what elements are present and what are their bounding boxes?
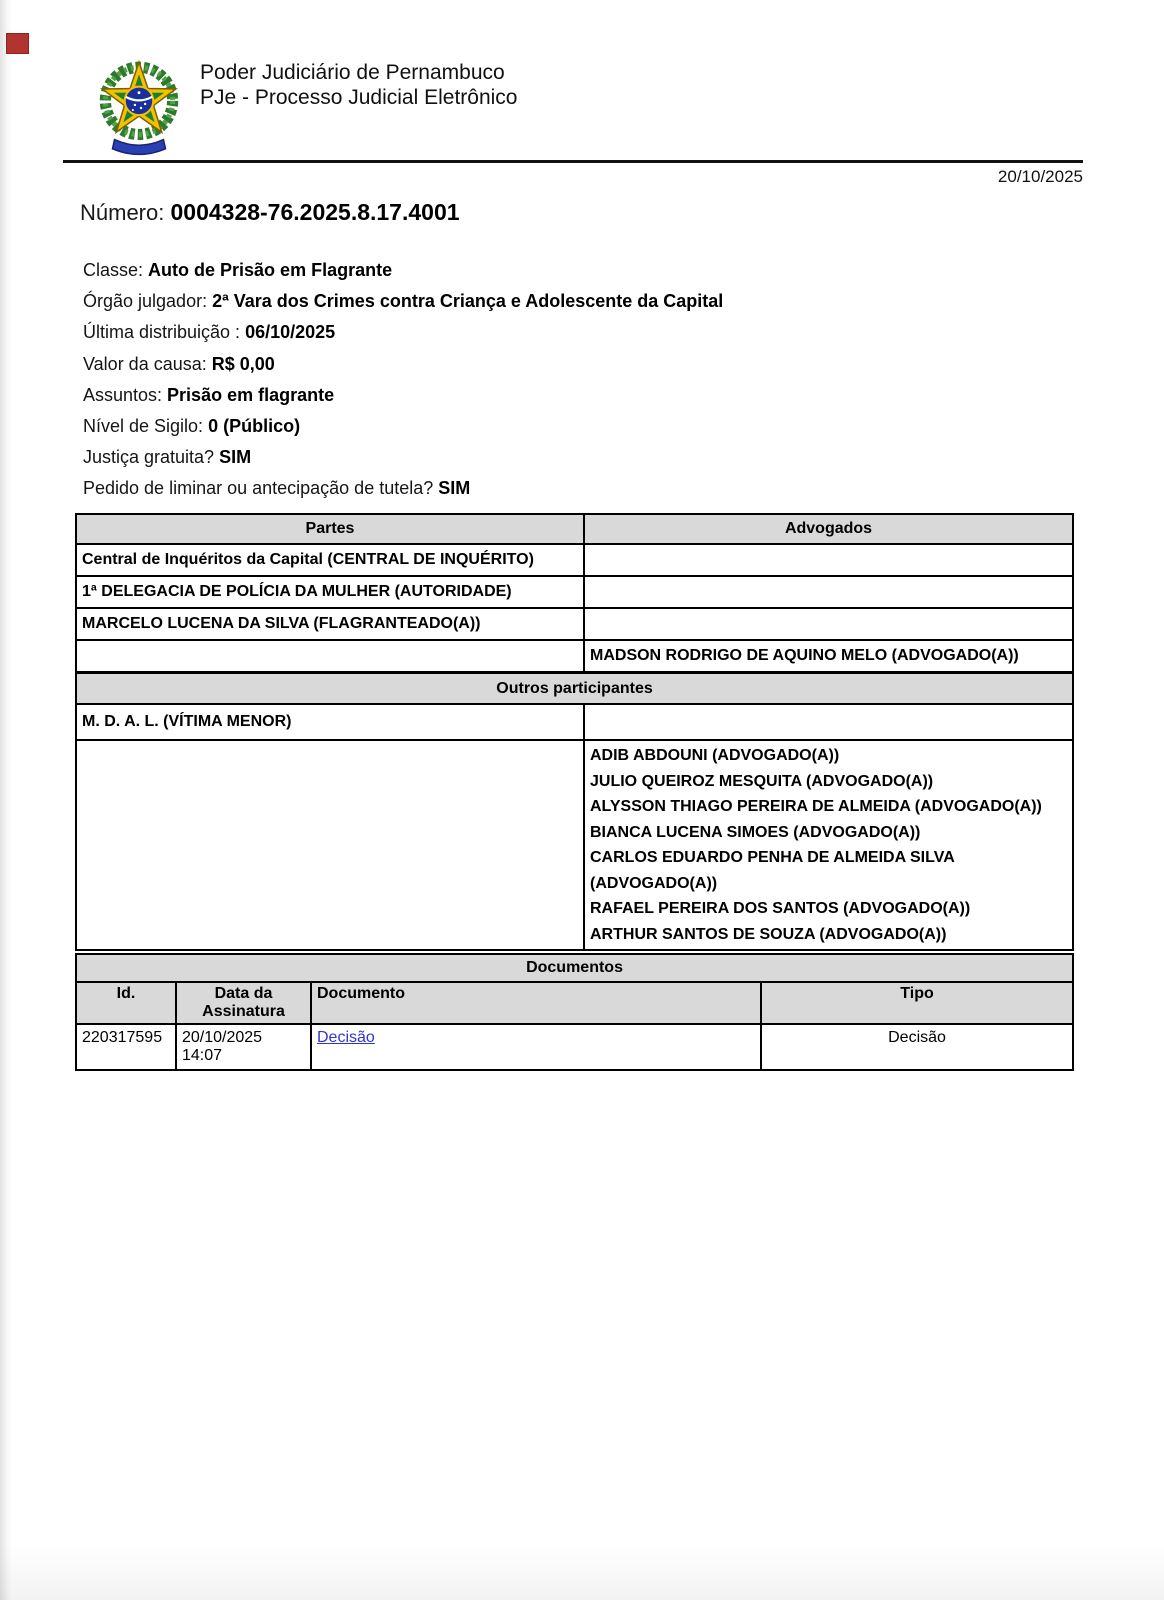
- process-metadata: [83, 255, 723, 505]
- documentos-table: [75, 953, 1074, 1071]
- advogado-cell: [584, 704, 1073, 740]
- participante-cell: [76, 740, 584, 950]
- meta-field-assuntos: Assuntos: Prisão em flagrante: [83, 384, 335, 405]
- documento-link[interactable]: Decisão: [317, 1029, 375, 1046]
- page-bottom-shadow: [0, 1545, 1164, 1600]
- participante-cell: M. D. A. L. (VÍTIMA MENOR): [76, 704, 584, 740]
- parte-cell: Central de Inquéritos da Capital (CENTRAL DE INQUÉRITO): [76, 544, 584, 576]
- table-row: [76, 544, 1073, 576]
- brazil-coat-of-arms-logo: [88, 54, 190, 160]
- org-line1: Poder Judiciário de Pernambuco: [200, 61, 505, 84]
- col-header-id: Id.: [76, 982, 176, 1024]
- outros-participantes-table: [75, 672, 1074, 951]
- meta-field-pedido-liminar: Pedido de liminar ou antecipação de tutela? SIM: [83, 478, 471, 499]
- documentos-header: Documentos: [76, 954, 1073, 982]
- print-date: 20/10/2025: [997, 167, 1083, 186]
- meta-field-orgao-julgador: Órgão julgador: 2ª Vara dos Crimes contra Criança e Adolescente da Capital: [83, 291, 724, 312]
- advogado-item: JULIO QUEIROZ MESQUITA (ADVOGADO(A)): [590, 772, 934, 790]
- parte-cell: 1ª DELEGACIA DE POLÍCIA DA MULHER (AUTORIDADE): [76, 576, 584, 608]
- advogado-cell: [584, 608, 1073, 640]
- page-edge-shadow: [0, 0, 12, 1600]
- advogado-item: ALYSSON THIAGO PEREIRA DE ALMEIDA (ADVOGADO(A)): [590, 798, 1042, 815]
- col-header-data-assinatura: Data da Assinatura: [176, 982, 311, 1024]
- advogados-list-cell: [584, 740, 1073, 950]
- outros-header-row: [76, 673, 1073, 704]
- documentos-column-header-row: [76, 982, 1073, 1024]
- process-number-value: 0004328-76.2025.8.17.4001: [170, 199, 460, 225]
- table-row: [76, 1024, 1073, 1070]
- documento-tipo-cell: Decisão: [761, 1024, 1073, 1070]
- col-header-tipo: Tipo: [761, 982, 1073, 1024]
- meta-field-justica-gratuita: Justiça gratuita? SIM: [83, 447, 252, 468]
- partes-table: [75, 513, 1074, 673]
- table-row: [76, 608, 1073, 640]
- parte-cell: MARCELO LUCENA DA SILVA (FLAGRANTEADO(A)): [76, 608, 584, 640]
- advogado-cell: [584, 576, 1073, 608]
- table-row: [76, 576, 1073, 608]
- meta-field-nivel-de-sigilo: Nível de Sigilo: 0 (Público): [83, 416, 301, 437]
- meta-field-classe: Classe: Auto de Prisão em Flagrante: [83, 260, 393, 280]
- documentos-header-row: [76, 954, 1073, 982]
- org-line2: PJe - Processo Judicial Eletrônico: [200, 86, 518, 109]
- process-number-line: [80, 199, 460, 226]
- coat-of-arms-icon: [88, 54, 190, 160]
- table-row: [76, 740, 1073, 950]
- table-row: [76, 640, 1073, 672]
- documento-id-cell: 220317595: [76, 1024, 176, 1070]
- partes-col-header: Partes: [76, 514, 584, 544]
- meta-field-ultima-distribuicao: Última distribuição : 06/10/2025: [83, 322, 336, 343]
- partes-header-row: [76, 514, 1073, 544]
- process-number-label: Número:: [80, 200, 171, 225]
- parte-cell: [76, 640, 584, 672]
- red-annotation-mark-icon: [6, 33, 29, 54]
- advogado-item: ARTHUR SANTOS DE SOUZA (ADVOGADO(A)): [590, 925, 947, 943]
- meta-field-valor-da-causa: Valor da causa: R$ 0,00: [83, 353, 275, 374]
- advogado-item: BIANCA LUCENA SIMOES (ADVOGADO(A)): [590, 823, 921, 841]
- outros-participantes-header: Outros participantes: [76, 673, 1073, 704]
- advogado-item: ADIB ABDOUNI (ADVOGADO(A)): [590, 747, 840, 764]
- advogado-cell: MADSON RODRIGO DE AQUINO MELO (ADVOGADO(A)): [584, 640, 1073, 672]
- advogado-item: RAFAEL PEREIRA DOS SANTOS (ADVOGADO(A)): [590, 900, 971, 917]
- col-header-documento: Documento: [311, 982, 761, 1024]
- documento-link-cell: [311, 1024, 761, 1070]
- advogado-item: CARLOS EDUARDO PENHA DE ALMEIDA SILVA (ADVOGADO(A)): [590, 849, 955, 892]
- header-organization: [200, 60, 517, 110]
- documento-data-cell: 20/10/2025 14:07: [176, 1024, 311, 1070]
- header-divider: [63, 160, 1083, 163]
- advogado-cell: [584, 544, 1073, 576]
- advogados-col-header: Advogados: [584, 514, 1073, 544]
- table-row: [76, 704, 1073, 740]
